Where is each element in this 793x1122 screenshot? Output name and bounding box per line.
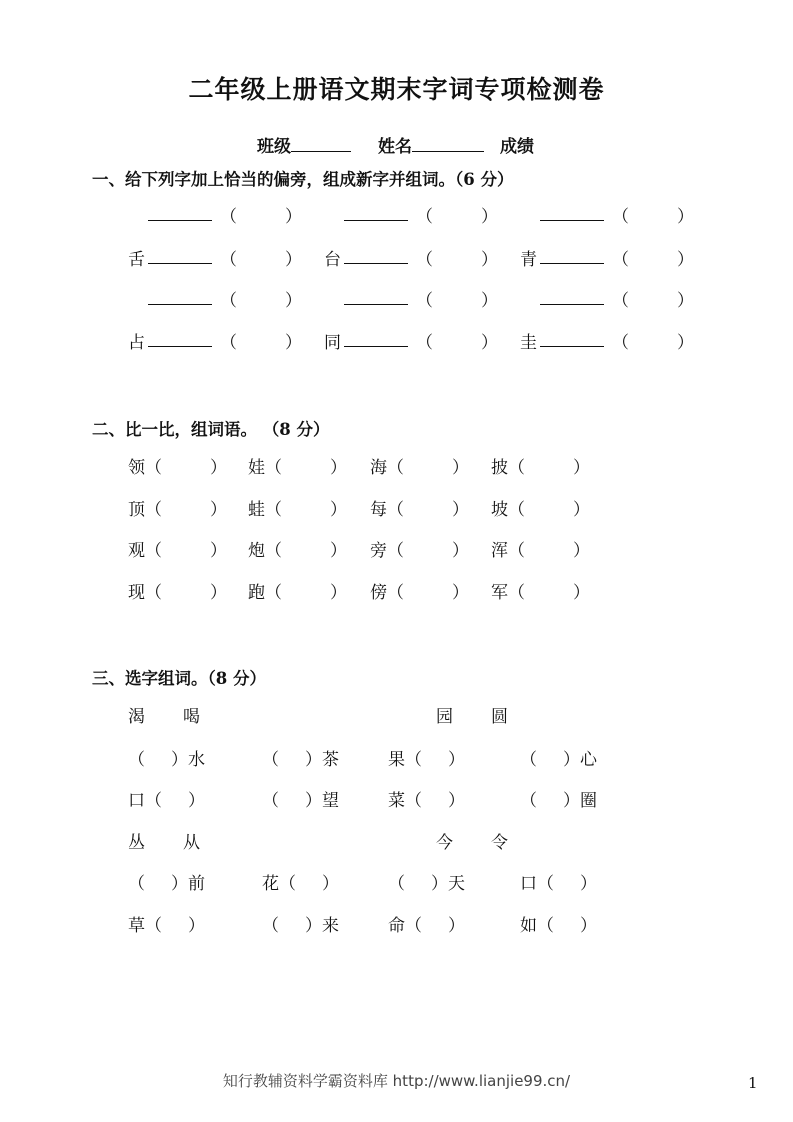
answer-paren-open: （ [416, 333, 433, 353]
compare-cell [128, 539, 227, 563]
paren-close: ） [210, 500, 227, 520]
compare-character: 现 [128, 583, 145, 603]
new-character-blank[interactable] [540, 289, 604, 305]
answer-paren-open: （ [612, 250, 629, 270]
name-label: 姓名 [378, 137, 412, 157]
base-character: 圭 [520, 333, 537, 353]
word-suffix: ） [580, 874, 597, 894]
fill-word-cell [262, 748, 339, 772]
new-character-blank[interactable] [344, 205, 408, 221]
fill-word-cell [520, 789, 597, 813]
fill-word-cell [388, 914, 465, 938]
word-prefix: （ [262, 916, 279, 936]
paren-close: ） [210, 541, 227, 561]
answer-paren-open: （ [416, 250, 433, 270]
radical-cell [520, 289, 694, 313]
word-suffix: ）天 [431, 874, 465, 894]
fill-word-cell [262, 872, 339, 896]
paren-close: ） [573, 500, 590, 520]
paren-open: （ [508, 458, 525, 478]
answer-paren-open: （ [612, 333, 629, 353]
choice-character: 喝 [183, 707, 200, 727]
paren-open: （ [145, 583, 162, 603]
answer-paren-close: ） [481, 333, 498, 353]
answer-paren-close: ） [677, 291, 694, 311]
paren-open: （ [265, 458, 282, 478]
choice-character: 渴 [128, 707, 145, 727]
word-prefix: 花（ [262, 874, 296, 894]
fill-word-cell [262, 914, 339, 938]
new-character-blank[interactable] [148, 289, 212, 305]
paren-open: （ [265, 583, 282, 603]
section1-heading: 一、给下列字加上恰当的偏旁，组成新字并组词。（6 分） [92, 170, 514, 189]
paren-close: ） [210, 458, 227, 478]
paren-close: ） [573, 458, 590, 478]
new-character-blank[interactable] [344, 331, 408, 347]
word-prefix: （ [128, 874, 145, 894]
compare-cell [491, 498, 590, 522]
paren-close: ） [330, 458, 347, 478]
new-character-blank[interactable] [344, 248, 408, 264]
paren-close: ） [573, 583, 590, 603]
new-character-blank[interactable] [344, 289, 408, 305]
fill-word-cell [128, 748, 205, 772]
compare-character: 观 [128, 541, 145, 561]
answer-paren-open: （ [612, 291, 629, 311]
answer-paren-close: ） [285, 333, 302, 353]
class-blank[interactable] [291, 137, 351, 152]
compare-character: 坡 [491, 500, 508, 520]
word-suffix: ）圈 [563, 791, 597, 811]
compare-character: 娃 [248, 458, 265, 478]
radical-cell [128, 205, 302, 229]
base-character: 青 [520, 250, 537, 270]
compare-cell [491, 456, 590, 480]
compare-cell [491, 581, 590, 605]
compare-character: 披 [491, 458, 508, 478]
compare-cell [128, 456, 227, 480]
paren-open: （ [145, 541, 162, 561]
word-suffix: ） [188, 916, 205, 936]
score-label: 成绩 [500, 137, 534, 157]
radical-cell [324, 331, 498, 355]
paren-open: （ [387, 541, 404, 561]
class-field [257, 132, 351, 157]
word-prefix: （ [520, 791, 537, 811]
compare-character: 旁 [370, 541, 387, 561]
fill-word-cell [388, 748, 465, 772]
answer-paren-open: （ [220, 291, 237, 311]
compare-cell [128, 498, 227, 522]
compare-cell [370, 498, 469, 522]
choice-character: 今 [436, 833, 453, 853]
word-suffix: ）心 [563, 750, 597, 770]
word-suffix: ） [448, 750, 465, 770]
paren-open: （ [508, 500, 525, 520]
paren-close: ） [452, 583, 469, 603]
word-suffix: ） [580, 916, 597, 936]
paren-close: ） [452, 458, 469, 478]
answer-paren-close: ） [677, 250, 694, 270]
compare-character: 跑 [248, 583, 265, 603]
compare-character: 军 [491, 583, 508, 603]
paren-open: （ [265, 500, 282, 520]
word-suffix: ）来 [305, 916, 339, 936]
compare-cell [248, 581, 347, 605]
paren-open: （ [508, 583, 525, 603]
compare-character: 炮 [248, 541, 265, 561]
answer-paren-close: ） [481, 250, 498, 270]
answer-paren-open: （ [416, 291, 433, 311]
base-character: 同 [324, 333, 341, 353]
word-prefix: （ [520, 750, 537, 770]
word-prefix: 如（ [520, 916, 554, 936]
name-blank[interactable] [412, 137, 484, 152]
word-prefix: 口（ [128, 791, 162, 811]
fill-word-cell [262, 789, 339, 813]
paren-close: ） [573, 541, 590, 561]
word-suffix: ）前 [171, 874, 205, 894]
paren-close: ） [452, 500, 469, 520]
paren-close: ） [330, 541, 347, 561]
paren-open: （ [145, 500, 162, 520]
answer-paren-open: （ [220, 207, 237, 227]
word-prefix: （ [388, 874, 405, 894]
page-title: 二年级上册语文期末字词专项检测卷 [188, 75, 605, 104]
answer-paren-close: ） [285, 250, 302, 270]
paren-close: ） [330, 500, 347, 520]
compare-cell [248, 498, 347, 522]
compare-character: 蛙 [248, 500, 265, 520]
radical-cell [128, 289, 302, 313]
base-character: 占 [128, 333, 145, 353]
compare-character: 傍 [370, 583, 387, 603]
radical-cell [324, 205, 498, 229]
answer-paren-close: ） [285, 207, 302, 227]
radical-cell [520, 205, 694, 229]
fill-word-cell [520, 872, 597, 896]
answer-paren-close: ） [677, 333, 694, 353]
answer-paren-open: （ [416, 207, 433, 227]
paren-open: （ [508, 541, 525, 561]
radical-cell [324, 289, 498, 313]
answer-paren-close: ） [285, 291, 302, 311]
fill-word-cell [388, 872, 465, 896]
answer-paren-close: ） [481, 207, 498, 227]
paren-open: （ [387, 500, 404, 520]
radical-cell [520, 331, 694, 355]
choice-character: 园 [436, 707, 453, 727]
choice-character: 丛 [128, 833, 145, 853]
answer-paren-open: （ [220, 333, 237, 353]
choice-character: 圆 [491, 707, 508, 727]
word-suffix: ）望 [305, 791, 339, 811]
compare-character: 浑 [491, 541, 508, 561]
base-character: 台 [324, 250, 341, 270]
paren-open: （ [145, 458, 162, 478]
paren-open: （ [387, 583, 404, 603]
fill-word-cell [520, 748, 597, 772]
compare-cell [248, 456, 347, 480]
compare-cell [491, 539, 590, 563]
paren-open: （ [265, 541, 282, 561]
new-character-blank[interactable] [540, 205, 604, 221]
fill-word-cell [128, 789, 205, 813]
answer-paren-close: ） [481, 291, 498, 311]
compare-character: 每 [370, 500, 387, 520]
compare-character: 领 [128, 458, 145, 478]
class-label: 班级 [257, 137, 291, 157]
paren-close: ） [210, 583, 227, 603]
new-character-blank[interactable] [148, 205, 212, 221]
fill-word-cell [520, 914, 597, 938]
choice-character: 从 [183, 833, 200, 853]
name-field [378, 132, 484, 157]
radical-cell [128, 331, 302, 355]
choice-character: 令 [491, 833, 508, 853]
answer-paren-close: ） [677, 207, 694, 227]
word-suffix: ） [322, 874, 339, 894]
compare-character: 顶 [128, 500, 145, 520]
word-suffix: ）水 [171, 750, 205, 770]
word-prefix: （ [128, 750, 145, 770]
new-character-blank[interactable] [148, 331, 212, 347]
fill-word-cell [128, 914, 205, 938]
fill-word-cell [128, 872, 205, 896]
section3-heading: 三、选字组词。（8 分） [92, 669, 266, 688]
section2-heading: 二、比一比，组词语。 （8 分） [92, 420, 330, 439]
compare-cell [370, 456, 469, 480]
word-suffix: ） [188, 791, 205, 811]
paren-open: （ [387, 458, 404, 478]
word-suffix: ） [448, 916, 465, 936]
footer-text: 知行教辅资料学霸资料库 http://www.lianjie99.cn/ [222, 1072, 571, 1090]
word-suffix: ）茶 [305, 750, 339, 770]
radical-cell [520, 248, 694, 272]
word-prefix: 草（ [128, 916, 162, 936]
paren-close: ） [452, 541, 469, 561]
radical-cell [128, 248, 302, 272]
new-character-blank[interactable] [540, 331, 604, 347]
score-field [500, 132, 534, 157]
compare-cell [370, 581, 469, 605]
radical-cell [324, 248, 498, 272]
word-prefix: （ [262, 750, 279, 770]
paren-close: ） [330, 583, 347, 603]
compare-cell [248, 539, 347, 563]
compare-cell [370, 539, 469, 563]
base-character: 舌 [128, 250, 145, 270]
fill-word-cell [388, 789, 465, 813]
word-prefix: 果（ [388, 750, 422, 770]
new-character-blank[interactable] [540, 248, 604, 264]
word-prefix: 命（ [388, 916, 422, 936]
new-character-blank[interactable] [148, 248, 212, 264]
page-number: 1 [748, 1074, 758, 1092]
answer-paren-open: （ [220, 250, 237, 270]
compare-cell [128, 581, 227, 605]
compare-character: 海 [370, 458, 387, 478]
word-suffix: ） [448, 791, 465, 811]
word-prefix: 菜（ [388, 791, 422, 811]
answer-paren-open: （ [612, 207, 629, 227]
word-prefix: 口（ [520, 874, 554, 894]
word-prefix: （ [262, 791, 279, 811]
